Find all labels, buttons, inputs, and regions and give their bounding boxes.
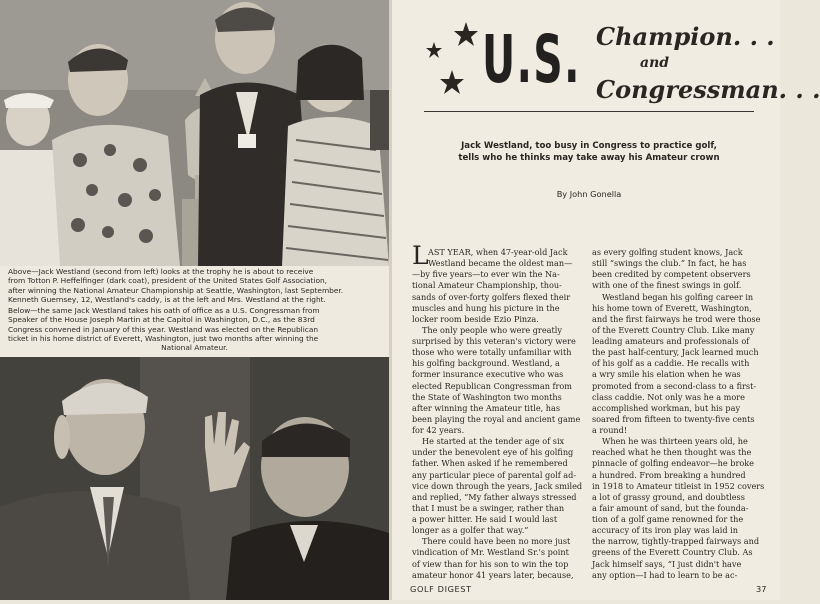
article-line: reached what he then thought was the [592, 447, 752, 458]
subheadline [424, 141, 754, 164]
article-line: his golfing background. Westland, a [412, 358, 560, 369]
article-line: his home town of Everett, Washington, [592, 302, 752, 313]
article-line: He started at the tender age of six [422, 436, 565, 447]
article-line: and the first fairways he trod were those [592, 313, 761, 324]
oath-photo-illustration [0, 357, 389, 600]
article-line: muscles and hung his picture in the [412, 302, 560, 313]
article-line: in 1918 to Amateur titleist in 1952 covers [592, 480, 765, 491]
left-page [0, 0, 389, 600]
article-line: accuracy of its iron play was laid in [592, 525, 738, 536]
article-line: under the benevolent eye of his golfing [412, 447, 574, 458]
article-line: a fair amount of sand, but the founda- [592, 502, 749, 513]
article-line: longer as a golfer that way.” [412, 525, 529, 536]
page-number: 37 [756, 584, 767, 594]
article-line: sands of over-forty golfers flexed their [412, 291, 571, 302]
article-paragraph [592, 292, 768, 437]
bottom-photo-caption [8, 306, 381, 352]
article-line: for 42 years. [412, 425, 465, 435]
article-line: a lot of grassy ground, and doubtless [592, 491, 745, 502]
article-line: amateur honor 41 years later, because, [412, 569, 574, 580]
article-line: greens of the Everett Country Club. As [592, 547, 753, 558]
article-line: father. When asked if he remembered [412, 458, 568, 469]
article-paragraph [592, 436, 768, 581]
article-line: Jack himself says, “I just didn't have [592, 558, 742, 569]
article-line: vice down through the years, Jack smiled [412, 480, 583, 491]
star-icon [426, 42, 442, 58]
article-line: any option—I had to learn to be ac- [592, 569, 738, 580]
caption-line: from Totton P. Heffelfinger (dark coat), president of the United States Golf Association, [8, 276, 328, 286]
caption-line: Speaker of the House Joseph Martin at the Capitol in Washington, D.C., as the 83rd [8, 315, 315, 325]
caption-line: Congress convened in January of this year. Westland was elected on the Republican [8, 324, 319, 334]
article-line: class caddie. Not only was he a more [592, 391, 745, 402]
title-congressman: Congressman. . . [596, 75, 820, 104]
article-line: There could have been no more just [422, 536, 571, 547]
trophy-photo [0, 0, 389, 266]
article-line: of the Everett Country Club. Like many [592, 324, 755, 335]
article-line: Westland became the oldest man— [428, 258, 573, 269]
article-line: that I must be a swinger, rather than [412, 502, 565, 513]
article-line: any particular piece of parental golf ad- [412, 469, 577, 480]
article-line: with one of the finest swings in golf. [592, 280, 742, 291]
title-and: and [640, 55, 670, 71]
article-line: leading amateurs and professionals of [592, 336, 750, 346]
article-paragraph [412, 325, 584, 436]
article-line: promoted from a second-class to a first- [592, 380, 757, 391]
article-line: the State of Washington two months [412, 391, 562, 402]
caption-line: after winning the National Amateur Championship at Seattle, Washington, last September. [8, 285, 344, 295]
article-line: tion of a golf game renowned for the [592, 514, 744, 524]
article-line: after winning the Amateur title, has [412, 402, 561, 413]
article-line: a power hitter. He said I would last [412, 514, 558, 524]
article-line: When he was thirteen years old, he [602, 436, 748, 447]
article-line: a hundred. From breaking a hundred [592, 469, 746, 480]
article-paragraph [412, 247, 584, 325]
article-line: a round! [592, 425, 628, 435]
article-line: a wry smile his elation when he was [592, 369, 741, 380]
byline: By John Gonella [556, 189, 622, 199]
article-line: accomplished workman, but his pay [592, 402, 741, 413]
article-line: Westland began his golfing career in [602, 291, 754, 302]
top-photo-caption [8, 267, 381, 304]
title-champion: Champion. . . [596, 22, 775, 51]
article-line: still “swings the club.” In fact, he has [592, 258, 747, 269]
article-line: soared from fifteen to twenty-five cents [592, 413, 755, 424]
article-line: of his golf as a caddie. He recalls with [592, 358, 750, 369]
article-line: of view than for his son to win the top [412, 558, 569, 569]
article-line: the narrow, tightly-trapped fairways and [592, 536, 760, 547]
title-rule [424, 111, 754, 112]
magazine-name: GOLF DIGEST [410, 584, 472, 594]
oath-photo [0, 357, 389, 600]
article-line: —by five years—to ever win the Na- [412, 269, 560, 280]
subhead-line: Jack Westland, too busy in Congress to practice golf, [461, 141, 717, 151]
article-column-2 [592, 247, 768, 581]
caption-line: Kenneth Guernsey, 12, Westland's caddy, is at the left and Mrs. Westland at the right. [8, 294, 326, 304]
article-line: the past half-century, Jack learned much [592, 347, 759, 358]
article-line: elected Republican Congressman from [412, 380, 573, 391]
article-line: former insurance executive who was [412, 369, 564, 380]
article-line: those who were totally unfamiliar with [412, 347, 572, 358]
article-line: and replied, “My father always stressed [412, 491, 577, 502]
article-line: AST YEAR, when 47-year-old Jack [428, 247, 568, 257]
trophy-photo-illustration [0, 0, 389, 266]
drop-cap: L [412, 241, 429, 270]
star-icon [454, 22, 478, 46]
article-line: pinnacle of golfing endeavor—he broke [592, 458, 754, 469]
caption-line: Above—Jack Westland (second from left) looks at the trophy he is about to receive [8, 267, 314, 276]
article-column-1 [412, 247, 584, 581]
article-line: locker room beside Ezio Pinza. [412, 313, 539, 324]
title-us: U.S. [482, 21, 581, 98]
article-line: been playing the royal and ancient game [412, 413, 581, 424]
caption-line: National Amateur. [161, 343, 228, 353]
article-line: as every golfing student knows, Jack [592, 247, 743, 257]
article-paragraph [412, 536, 584, 581]
article-line: vindication of Mr. Westland Sr.'s point [412, 547, 569, 558]
star-icon [440, 70, 464, 94]
article-line: tional Amateur Championship, thou- [412, 280, 562, 291]
article-line: been credited by competent observers [592, 269, 751, 280]
article-line: surprised by this veteran's victory were [412, 336, 576, 346]
caption-line: ticket in his home district of Everett, Washington, just two months after winning the [8, 333, 319, 343]
article-paragraph [592, 247, 768, 292]
article-paragraph [412, 436, 584, 536]
caption-line: Below—the same Jack Westland takes his oath of office as a U.S. Congressman from [8, 306, 320, 315]
subhead-line: tells who he thinks may take away his Amateur crown [458, 152, 720, 163]
article-line: The only people who were greatly [422, 324, 562, 335]
star-icons [424, 20, 484, 100]
